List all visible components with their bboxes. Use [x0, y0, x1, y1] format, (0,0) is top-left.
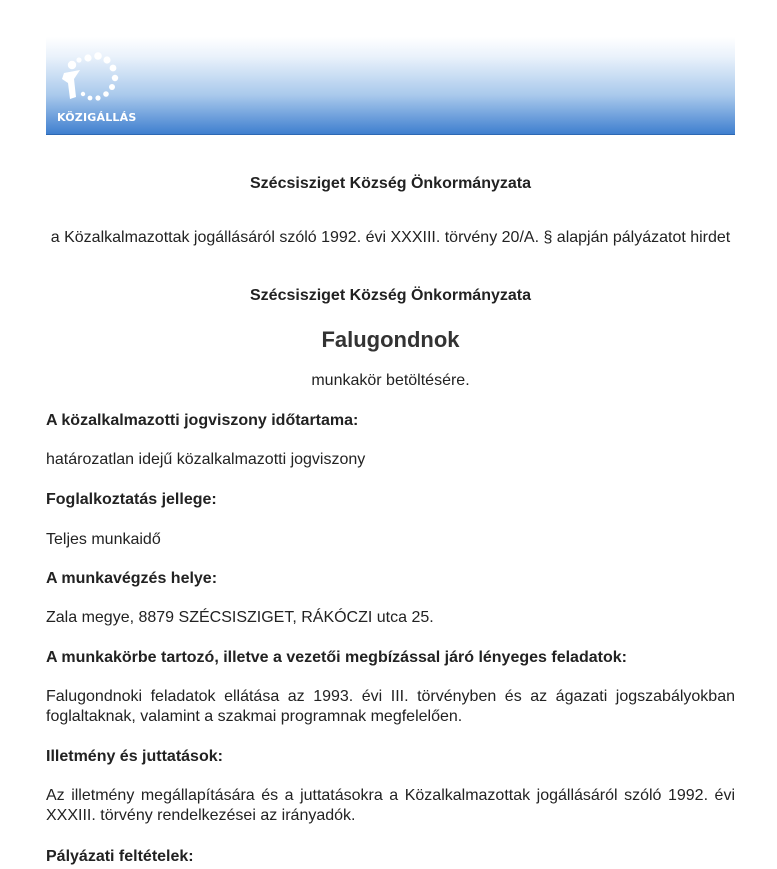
section-heading-salary: Illetmény és juttatások:	[46, 748, 223, 765]
section-heading-requirements: Pályázati feltételek:	[46, 848, 194, 865]
position-subtitle: munkakör betöltésére.	[311, 372, 470, 389]
section-text-duration: határozatlan idejű közalkalmazotti jogviszony	[46, 451, 366, 468]
section-heading-duration: A közalkalmazotti jogviszony időtartama:	[46, 412, 359, 429]
section-text-duties: Falugondnoki feladatok ellátása az 1993. évi III. törvényben és az ágazati jogszabályokban foglaltaknak, valamint a szakmai programnak megfelelően.	[46, 688, 735, 725]
position-title: Falugondnok	[321, 327, 460, 352]
section-text-salary: Az illetmény megállapítására és a juttatásokra a Közalkalmazottak jogállásáról szóló 1992. évi XXXIII. törvény rendelkezései az irányadók.	[46, 787, 735, 824]
section-heading-employment-type: Foglalkoztatás jellege:	[46, 491, 217, 508]
intro-text: a Közalkalmazottak jogállásáról szóló 1992. évi XXXIII. törvény 20/A. § alapján pályázatot hirdet	[50, 229, 731, 246]
section-text-workplace: Zala megye, 8879 SZÉCSISZIGET, RÁKÓCZI utca 25.	[46, 609, 434, 626]
header-banner	[46, 37, 735, 135]
kozigallas-logo-icon	[58, 49, 120, 109]
section-text-employment-type: Teljes munkaidő	[46, 531, 161, 548]
organization-name: Szécsisziget Község Önkormányzata	[250, 175, 531, 192]
section-heading-duties: A munkakörbe tartozó, illetve a vezetői megbízással járó lényeges feladatok:	[46, 649, 627, 666]
logo-text: KÖZIGÁLLÁS	[57, 111, 137, 124]
section-heading-workplace: A munkavégzés helye:	[46, 570, 218, 587]
organization-name-repeat: Szécsisziget Község Önkormányzata	[250, 287, 531, 304]
